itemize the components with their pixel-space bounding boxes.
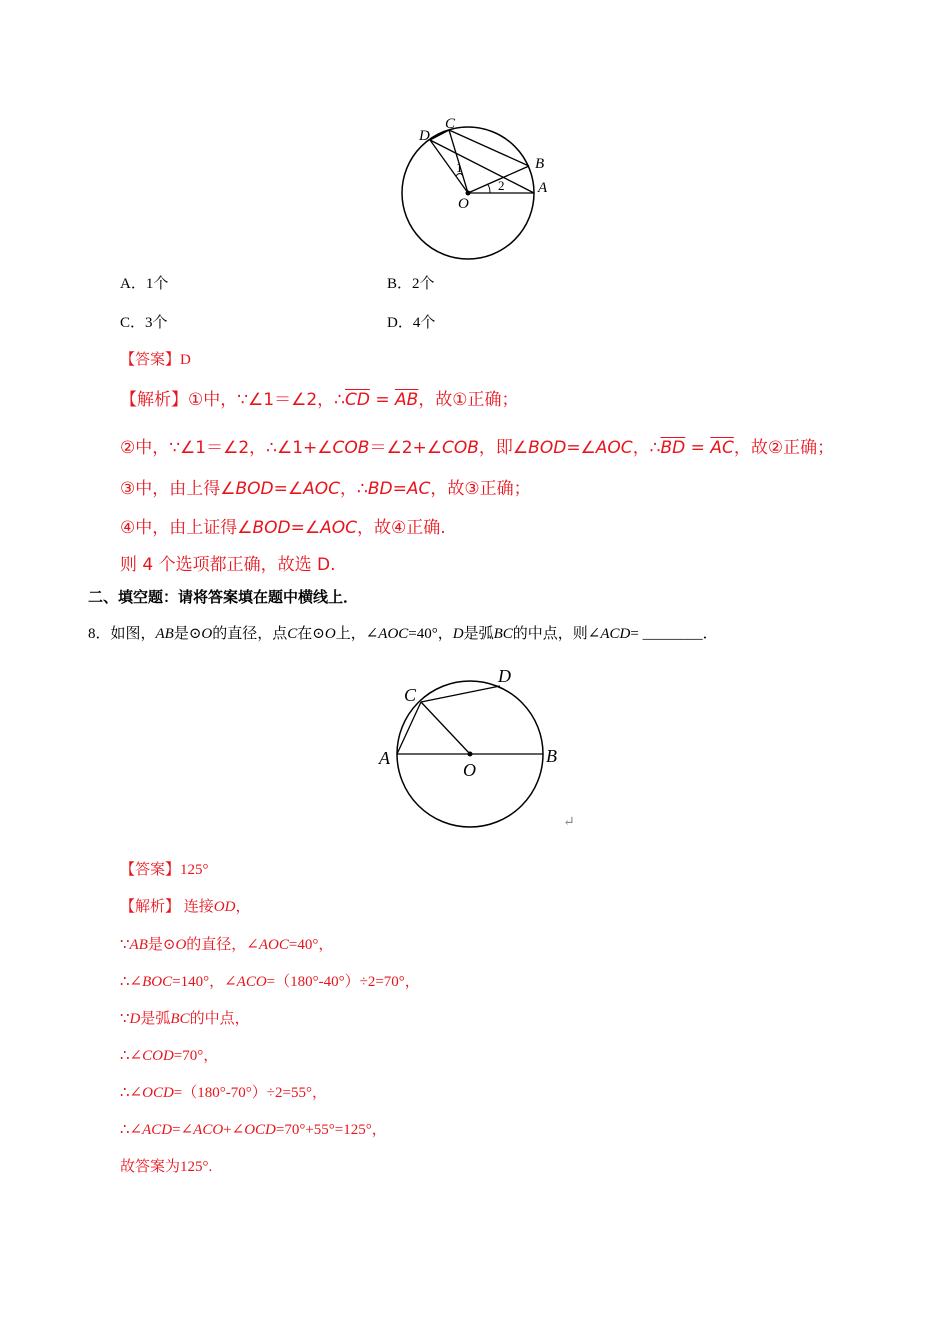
- text: ①中，∵∠1＝∠2，∴: [188, 390, 345, 410]
- text: 是⊙: [173, 626, 202, 642]
- var: BOC: [142, 974, 173, 990]
- segment-co: [421, 702, 470, 754]
- text: =: [369, 390, 396, 410]
- analysis-label: 【解析】: [120, 899, 181, 915]
- option-b: B．2个: [387, 276, 435, 292]
- text: ，故②正确；: [733, 438, 835, 458]
- label-b: B: [546, 746, 557, 766]
- text: ∴∠: [120, 1085, 143, 1101]
- angle-cob: COB: [332, 438, 370, 458]
- text: =70°，: [173, 1048, 219, 1064]
- text: =: [685, 438, 711, 458]
- text: 上，∠: [335, 626, 379, 642]
- var: ACO: [193, 1122, 224, 1138]
- text: ，故①正确；: [418, 390, 519, 410]
- var: O: [201, 626, 213, 642]
- text: 是弧: [463, 626, 494, 642]
- option-a: A．1个: [120, 276, 169, 292]
- text: =∠: [290, 518, 321, 538]
- var: O: [175, 937, 187, 953]
- var: C: [287, 626, 298, 642]
- q8-analysis-line-7: [120, 1118, 387, 1139]
- text: +∠: [223, 1122, 245, 1138]
- var: OCD: [244, 1122, 276, 1138]
- text: =40°，: [288, 937, 334, 953]
- text: =40°，: [408, 626, 453, 642]
- return-mark: ↵: [563, 815, 575, 830]
- text: ，∴: [340, 479, 368, 499]
- angle-bod: BOD: [528, 438, 567, 458]
- text: ，∴: [632, 438, 661, 458]
- option-d: D．4个: [387, 315, 436, 331]
- text: =∠: [172, 1122, 194, 1138]
- q8-analysis-line-5: [120, 1044, 218, 1065]
- angle-aoc: AOC: [320, 518, 357, 538]
- angle-cob: COB: [442, 438, 479, 458]
- option-c: C．3个: [120, 315, 168, 331]
- var: O: [324, 626, 336, 642]
- text: 的直径，∠: [186, 937, 259, 953]
- q8-analysis-line-3: [120, 970, 420, 991]
- angle-aoc: AOC: [303, 479, 340, 499]
- text: 是弧: [140, 1011, 171, 1027]
- answer-label: 【答案】: [120, 352, 181, 368]
- text: ，: [235, 899, 251, 915]
- q8-analysis-line-6: [120, 1081, 327, 1102]
- label-a: A: [379, 748, 390, 768]
- text: 连接: [180, 899, 214, 915]
- answer-value: 125°: [180, 862, 209, 878]
- analysis-label: 【解析】: [120, 390, 188, 410]
- var: ACD: [142, 1122, 173, 1138]
- q7-analysis-line-5: 则 4 个选项都正确，故选 D.: [120, 555, 336, 575]
- label-d: D: [498, 666, 511, 686]
- text: = ________．: [630, 626, 718, 642]
- var: D: [129, 1011, 141, 1027]
- q8-analysis-line-8: 故答案为125°.: [120, 1159, 213, 1175]
- arc-cd: $\overline{CD}$: [344, 390, 370, 410]
- var: AB: [155, 626, 174, 642]
- text: 的中点，: [189, 1011, 250, 1027]
- var: ACO: [236, 974, 267, 990]
- segment-ac: [397, 702, 421, 754]
- text: ，故③正确；: [430, 479, 531, 499]
- text: 是⊙: [147, 937, 176, 953]
- var: AOC: [258, 937, 289, 953]
- label-c: C: [445, 116, 456, 132]
- text: =（180°-70°）÷2=55°，: [173, 1085, 327, 1101]
- segment-cd: [421, 686, 500, 702]
- text: ③中，由上得∠: [120, 479, 236, 499]
- label-b: B: [535, 156, 545, 172]
- segment-bd: BD: [367, 479, 393, 499]
- var: BC: [493, 626, 513, 642]
- q8-answer: [120, 858, 209, 879]
- angle-bod: BOD: [235, 479, 274, 499]
- var: OD: [213, 899, 236, 915]
- text: ∵: [120, 937, 130, 953]
- angle-aoc: AOC: [595, 438, 633, 458]
- text: 在⊙: [297, 626, 325, 642]
- text: ④中，由上证得∠: [120, 518, 253, 538]
- var: AOC: [378, 626, 409, 642]
- segment-ac: AC: [406, 479, 431, 499]
- label-angle-2: 2: [498, 178, 505, 193]
- text: ∴∠: [120, 1122, 143, 1138]
- text: =∠: [273, 479, 304, 499]
- answer-label: 【答案】: [120, 862, 181, 878]
- q8-analysis-line-2: [120, 933, 333, 954]
- text: =70°+55°=125°，: [275, 1122, 387, 1138]
- text: 的直径，点: [212, 626, 288, 642]
- section-heading: 二、填空题：请将答案填在题中横线上．: [88, 588, 359, 606]
- text: ，即∠: [478, 438, 529, 458]
- text: =140°，∠: [172, 974, 237, 990]
- answer-value: D: [180, 352, 191, 368]
- arc-ab: $\overline{AB}$: [395, 390, 419, 410]
- text: =∠: [566, 438, 596, 458]
- label-c: C: [404, 685, 417, 705]
- var: AB: [129, 937, 148, 953]
- label-o: O: [463, 760, 476, 780]
- label-angle-1: 1: [456, 160, 463, 175]
- text: ∵: [120, 1011, 130, 1027]
- label-d: D: [419, 128, 430, 144]
- var: COD: [142, 1048, 174, 1064]
- arc-bd: $\overline{BD}$: [660, 438, 686, 458]
- text: ∴∠: [120, 974, 143, 990]
- angle-bod: BOD: [252, 518, 291, 538]
- center-point: [468, 752, 473, 757]
- text: 的中点，则∠: [512, 626, 601, 642]
- q8-analysis-line-4: [120, 1007, 250, 1028]
- label-o: O: [458, 196, 469, 212]
- var: BC: [170, 1011, 190, 1027]
- var: OCD: [142, 1085, 174, 1101]
- text: =（180°-40°）÷2=70°，: [266, 974, 420, 990]
- q8-analysis-line-1: [120, 895, 250, 916]
- var: D: [452, 626, 464, 642]
- var: ACD: [600, 626, 631, 642]
- text: ，故④正确.: [357, 518, 446, 538]
- label-a: A: [538, 180, 548, 196]
- text: ∴∠: [120, 1048, 143, 1064]
- text: ＝∠2+∠: [369, 438, 442, 458]
- text: ②中，∵∠1＝∠2，∴∠1+∠: [120, 438, 333, 458]
- text: =: [392, 479, 407, 499]
- text: 8．如图，: [88, 626, 156, 642]
- arc-ac: $\overline{AC}$: [710, 438, 734, 458]
